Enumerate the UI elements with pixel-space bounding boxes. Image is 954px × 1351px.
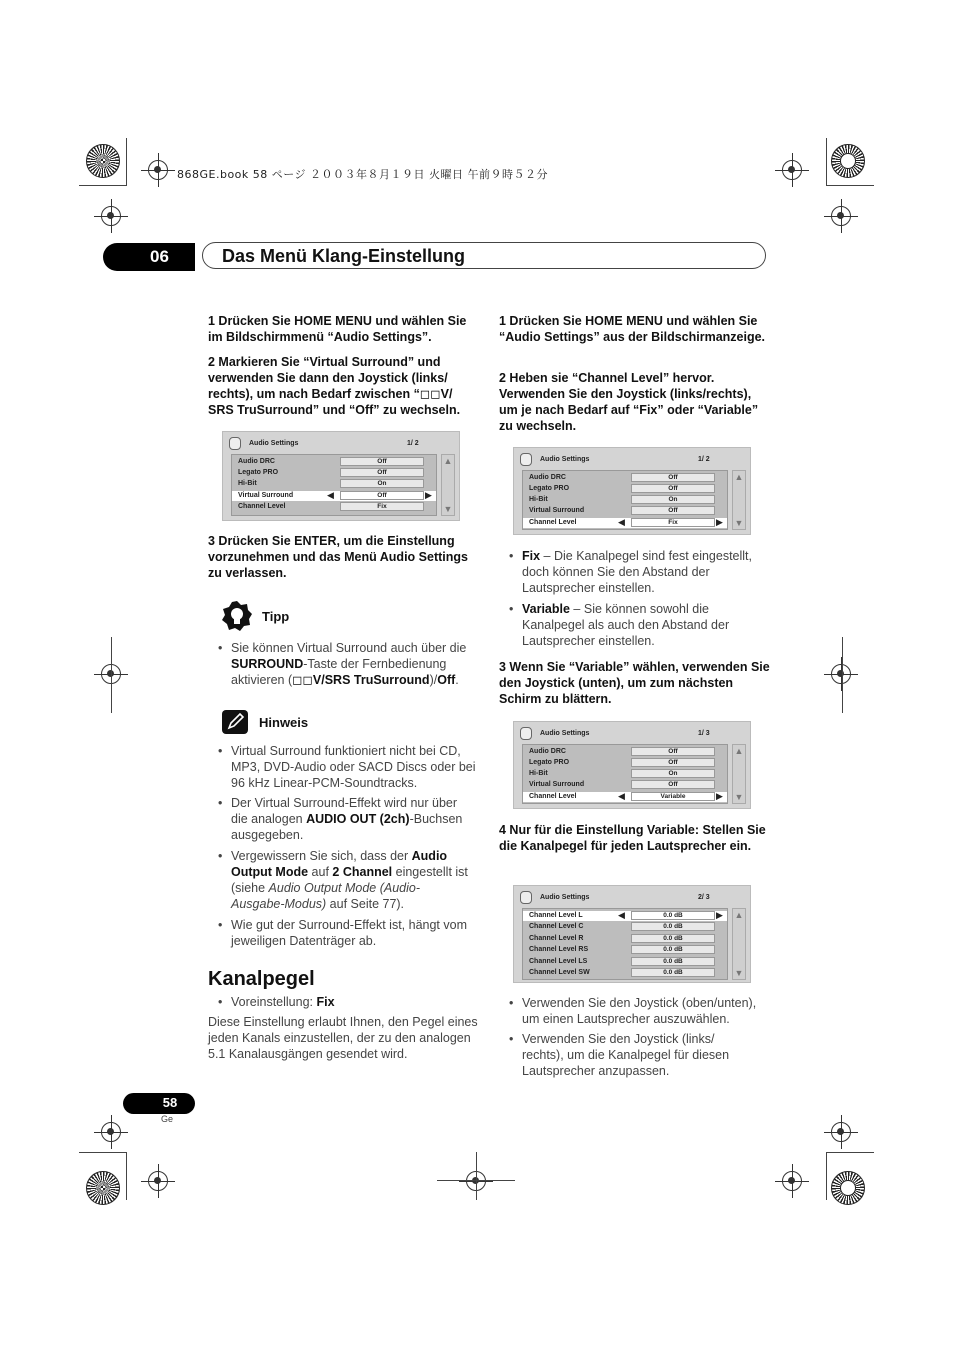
crop-mark [826,138,827,186]
step2-part-a: 2 Markieren Sie “Virtual Surround” und verwenden Sie dann den Joystick (links/ [208,355,448,385]
osd-title: Audio Settings [249,440,299,447]
osd-row-selected[interactable]: Virtual Surround ◀ Off ▶ [232,491,436,501]
crop-mark [842,637,843,713]
arrow-right-icon: ▶ [716,791,723,801]
crosshair-mark-icon [831,1122,851,1142]
left-step-3: 3 Drücken Sie ENTER, um die Einstellung vorzunehmen und das Menü Audio Settings zu verlassen. [208,534,468,580]
crosshair-mark-icon [101,1122,121,1142]
note-bullet-4: • Wie gut der Surround-Effekt ist, hängt vom jeweiligen Datenträger ab. [218,918,467,948]
right-step-3: 3 Wenn Sie “Variable” wählen, verwenden Sie den Joystick (unten), um zum nächsten Schirm zu blättern. [499,660,770,706]
chapter-title: Das Menü Klang-Einstellung [222,246,466,266]
crosshair-mark-icon [831,206,851,226]
left-step-1: 1 Drücken Sie HOME MENU und wählen Sie im Bildschirmmenü “Audio Settings”. [208,314,467,344]
osd-row[interactable]: Audio DRC Off [523,747,727,757]
osd-screen-3 [513,721,751,809]
arrow-left-icon: ◀ [618,791,625,801]
print-header: 868GE.book 58 ページ ２００３年８月１９日 火曜日 午前９時５２分 [177,168,549,181]
crop-mark [826,1152,874,1153]
note-bullet-1: • Virtual Surround funktioniert nicht bei CD, MP3, DVD-Audio oder SACD Discs oder bei 96 kHz Linear-PCM-Soundtracks. [218,744,476,790]
osd-scrollbar[interactable] [732,744,746,804]
crosshair-mark-icon [148,1171,168,1191]
tipp-label: Tipp [262,609,290,624]
osd-row[interactable]: Virtual Surround Off [523,506,727,516]
crop-mark [476,1152,477,1200]
speaker-icon [520,891,532,904]
scroll-down-icon: ▼ [443,504,453,514]
variable-bullet: • Variable – Sie können sowohl die Kanalpegel als auch den Abstand der Lautsprecher einstellen. [509,602,730,648]
osd-list [522,908,728,980]
speaker-icon [229,437,241,450]
scroll-up-icon: ▲ [443,456,453,466]
osd-row[interactable]: Audio DRC Off [232,457,436,467]
osd-row[interactable]: Audio DRC Off [523,473,727,483]
crop-mark [126,138,127,186]
osd-screen-2 [513,447,751,535]
osd-row-selected[interactable]: Channel Level ◀ Variable ▶ [523,792,727,802]
page-language: Ge [161,1114,174,1124]
osd-title: Audio Settings [540,894,590,901]
dolby-virtual-symbol: ◻◻V/ [419,387,453,401]
osd-list [522,470,728,530]
osd-list [522,744,728,804]
osd-row[interactable]: Channel Level R 0.0 dB [523,934,727,944]
scroll-up-icon: ▲ [734,472,744,482]
fix-bullet: • Fix – Die Kanalpegel sind fest eingestellt, doch können Sie den Abstand der Lautsprecher einstellen. [509,549,753,595]
osd-screen-1 [222,431,460,521]
osd-row[interactable]: Legato PRO Off [523,484,727,494]
crop-mark [826,185,874,186]
osd-row-selected[interactable]: Channel Level L ◀ 0.0 dB ▶ [523,911,727,921]
registration-burst-icon [86,144,120,178]
osd-row[interactable]: Hi-Bit On [523,769,727,779]
chapter-number: 06 [150,247,169,266]
kanalpegel-description: Diese Einstellung erlaubt Ihnen, den Pegel eines jeden Kanals einzustellen, der zu den analogen 5.1 Kanalausgängen gesendet wird. [208,1015,478,1061]
osd-scrollbar[interactable] [732,908,746,980]
tip-bullet: • Sie können Virtual Surround auch über die SURROUND-Taste der Fernbedienung aktivieren (◻◻V/SRS TruSurround)/Off. [218,641,467,687]
osd-scrollbar[interactable] [441,454,455,516]
crop-mark [79,185,127,186]
osd-page: 1/ 2 [407,440,419,447]
osd-row[interactable]: Channel Level RS 0.0 dB [523,945,727,955]
crosshair-mark-icon [782,160,802,180]
osd-row[interactable]: Legato PRO Off [523,758,727,768]
right-step-2: 2 Heben sie “Channel Level” hervor. Verwenden Sie den Joystick (links/rechts), um je nach Bedarf auf “Fix” oder “Variable” zu wechseln. [499,371,759,433]
joystick-bullet-1: • Verwenden Sie den Joystick (oben/unten), um einen Lautsprecher auszuwählen. [509,996,757,1026]
arrow-right-icon: ▶ [716,910,723,920]
osd-page: 2/ 3 [698,894,710,901]
osd-row[interactable]: Channel Level C 0.0 dB [523,922,727,932]
osd-row[interactable]: Virtual Surround Off [523,780,727,790]
arrow-left-icon: ◀ [618,910,625,920]
crop-mark [826,1152,827,1200]
section-title-kanalpegel: Kanalpegel [208,968,315,990]
osd-row[interactable]: Channel Level Fix [232,502,436,512]
joystick-bullet-2: • Verwenden Sie den Joystick (links/ rechts), um die Kanalpegel für diesen Lautsprecher anzupassen. [509,1032,730,1078]
crosshair-mark-icon [782,1171,802,1191]
scroll-down-icon: ▼ [734,968,744,978]
osd-row[interactable]: Hi-Bit On [523,495,727,505]
step2-part-b: rechts), um nach Bedarf zwischen “ [208,387,420,401]
osd-page: 1/ 3 [698,730,710,737]
arrow-left-icon: ◀ [327,490,334,500]
scroll-up-icon: ▲ [734,910,744,920]
note-pencil-icon [222,710,248,734]
osd-row[interactable]: Hi-Bit On [232,479,436,489]
osd-title: Audio Settings [540,730,590,737]
registration-burst-icon [86,1171,120,1205]
speaker-icon [520,453,532,466]
arrow-right-icon: ▶ [425,490,432,500]
osd-row-selected[interactable]: Channel Level ◀ Fix ▶ [523,518,727,528]
registration-burst-icon [831,144,865,178]
osd-list [231,454,437,516]
speaker-icon [520,727,532,740]
right-step-1: 1 Drücken Sie HOME MENU und wählen Sie “Audio Settings” aus der Bildschirmanzeige. [499,314,766,344]
crop-mark [79,1152,127,1153]
crosshair-mark-icon [101,206,121,226]
crosshair-mark-icon [831,664,851,684]
osd-row[interactable]: Channel Level LS 0.0 dB [523,957,727,967]
left-step-2 [208,354,480,418]
crop-mark [111,637,112,713]
osd-row[interactable]: Channel Level SW 0.0 dB [523,968,727,978]
crosshair-mark-icon [148,160,168,180]
osd-page: 1/ 2 [698,456,710,463]
scroll-up-icon: ▲ [734,746,744,756]
osd-screen-4 [513,885,751,983]
page-number: 58 [162,1095,178,1110]
arrow-right-icon: ▶ [716,517,723,527]
default-setting: • Voreinstellung: Fix [218,995,335,1009]
right-step-4: 4 Nur für die Einstellung Variable: Stellen Sie die Kanalpegel für jeden Lautsprecher ein. [499,823,766,853]
registration-burst-icon [831,1171,865,1205]
crop-mark [126,1152,127,1200]
arrow-left-icon: ◀ [618,517,625,527]
scroll-down-icon: ▼ [734,792,744,802]
hinweis-label: Hinweis [259,715,309,730]
osd-row[interactable]: Legato PRO Off [232,468,436,478]
note-bullet-3: • Vergewissern Sie sich, dass der Audio Output Mode auf 2 Channel eingestellt ist (siehe Audio Output Mode (Audio-Ausgabe-Modus) auf Seite 77). [218,849,468,911]
crop-mark [437,1180,515,1181]
step2-part-c: SRS TruSurround” und “Off” zu wechseln. [208,403,461,417]
note-bullet-2: • Der Virtual Surround-Effekt wird nur über die analogen AUDIO OUT (2ch)-Buchsen ausgegeben. [218,796,463,842]
tip-lightbulb-icon [222,601,252,631]
osd-scrollbar[interactable] [732,470,746,530]
scroll-down-icon: ▼ [734,518,744,528]
osd-title: Audio Settings [540,456,590,463]
